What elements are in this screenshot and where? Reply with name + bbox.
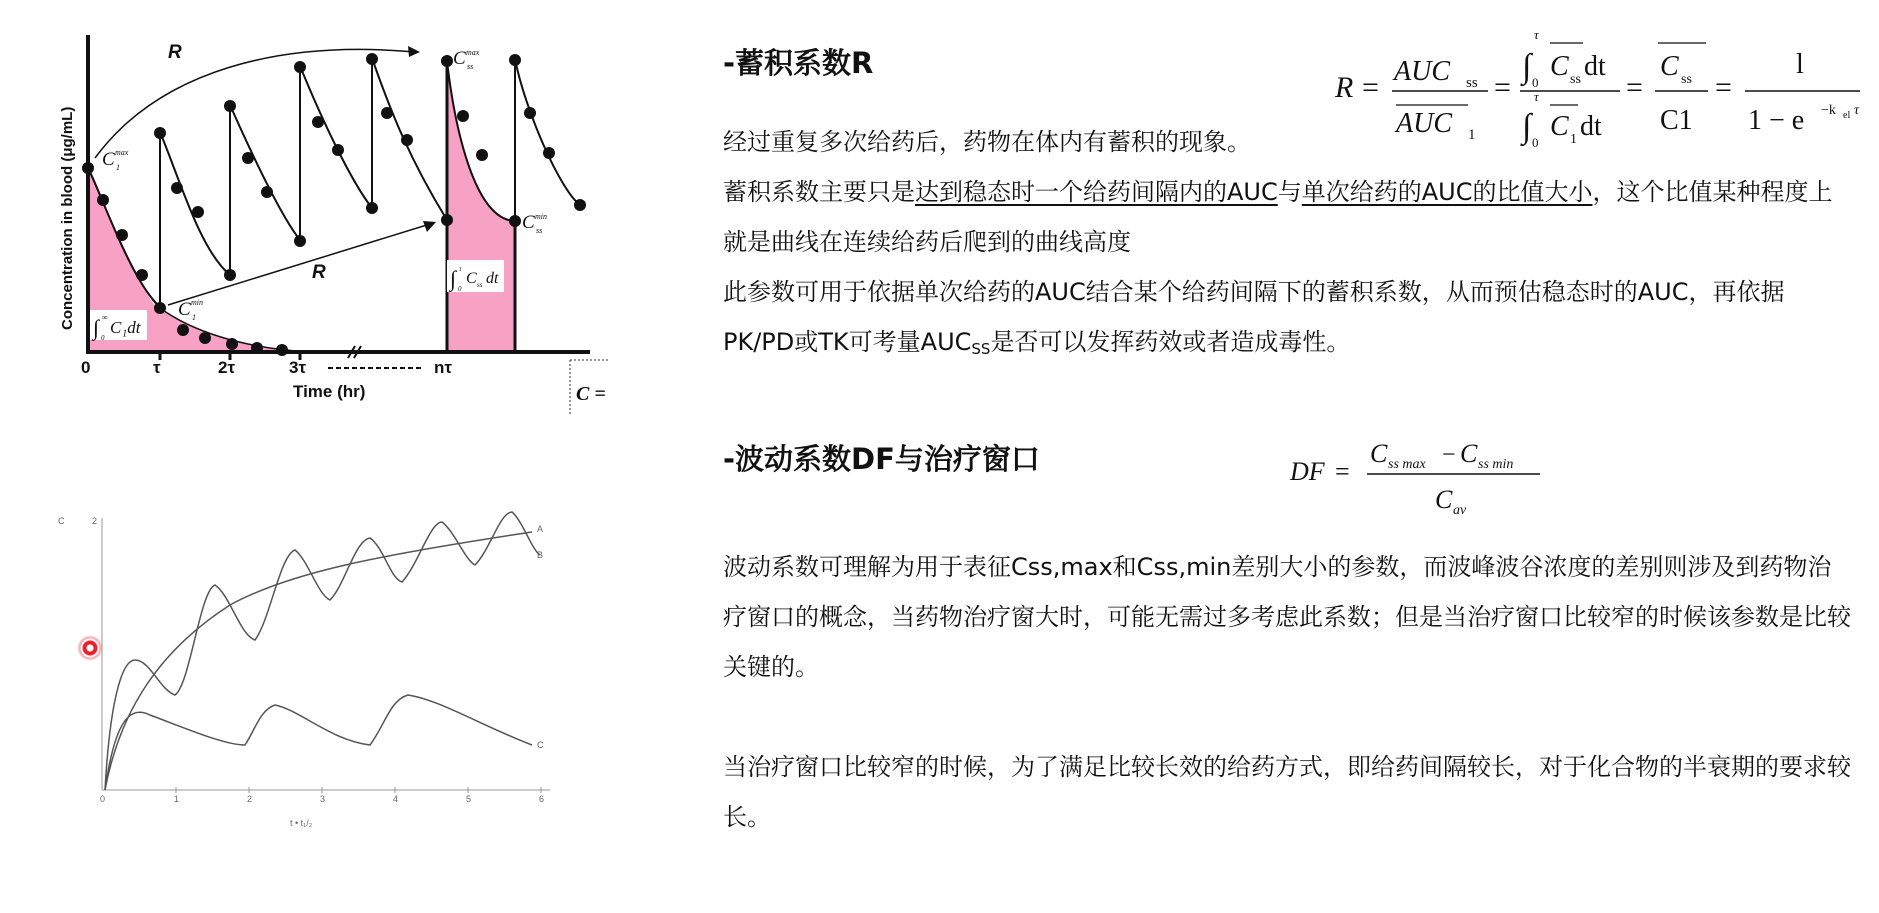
cssmin-sup: min xyxy=(535,212,547,221)
auc1-zero: 0 xyxy=(101,334,105,342)
y-axis-label: C xyxy=(58,516,65,526)
svg-text:C: C xyxy=(1660,51,1679,82)
svg-text:dt: dt xyxy=(1584,51,1606,82)
x-tick-4: 4 xyxy=(393,794,399,804)
x-tick-tau: τ xyxy=(153,358,161,377)
svg-text:=: = xyxy=(1362,71,1379,104)
x-tick-ntau: nτ xyxy=(434,358,452,377)
cssmax-label: C xyxy=(453,48,466,69)
x-tick-3tau: 3τ xyxy=(289,358,307,377)
svg-text:1: 1 xyxy=(1468,127,1476,143)
c1min-sup: min xyxy=(191,298,203,307)
svg-text:C: C xyxy=(1550,51,1569,82)
aucss-zero: 0 xyxy=(458,285,462,293)
aucss-sub: ss xyxy=(477,281,483,289)
svg-text:∫: ∫ xyxy=(1522,48,1532,85)
svg-text:av: av xyxy=(1453,503,1467,518)
x-tick-2tau: 2τ xyxy=(218,358,236,377)
aucss-int: ∫ xyxy=(450,266,457,291)
x-tick-3: 3 xyxy=(320,794,326,804)
auc1-int: ∫ xyxy=(93,315,100,340)
c1min-label: C xyxy=(178,299,191,320)
fluctuation-para1: 波动系数可理解为用于表征Css,max和Css,min差别大小的参数，而波峰波谷浓度的差别则涉及到药物治疗窗口的概念，当药物治疗窗大时，可能无需过多考虑此系数；但是当治疗窗口比较窄的时候该参数是比较关键的。 xyxy=(723,553,1851,681)
accumulation-chart xyxy=(50,30,620,420)
cssmin-label: C xyxy=(522,212,535,233)
svg-text:τ: τ xyxy=(1534,89,1539,104)
x-tick-6: 6 xyxy=(539,794,545,804)
svg-text:el: el xyxy=(1843,110,1851,121)
accumulation-line2: 蓄积系数主要只是达到稳态时一个给药间隔内的AUC与单次给药的AUC的比值大小，这个比值某种程度上就是曲线在连续给药后爬到的曲线高度 xyxy=(723,178,1833,256)
x-tick-2: 2 xyxy=(247,794,253,804)
svg-text:=: = xyxy=(1626,71,1643,104)
svg-text:ss: ss xyxy=(1681,72,1692,87)
svg-text:τ: τ xyxy=(1534,27,1539,42)
r-label-bottom: R xyxy=(312,262,326,283)
svg-text:∫: ∫ xyxy=(1522,108,1532,145)
fluctuation-heading: -波动系数DF与治疗窗口 xyxy=(723,442,1040,476)
accumulation-line1: 经过重复多次给药后，药物在体内有蓄积的现象。 xyxy=(723,128,1251,156)
cssmax-sup: max xyxy=(466,48,480,57)
c1min-sub: 1 xyxy=(192,313,196,322)
x-axis-label: Time (hr) xyxy=(293,382,366,401)
svg-text:AUC: AUC xyxy=(1396,108,1452,139)
aucss-dt: dt xyxy=(486,270,499,287)
svg-text:DF: DF xyxy=(1290,457,1325,486)
series-a-label: A xyxy=(537,524,544,534)
x-axis-label: t • t₁/₂ xyxy=(290,818,313,828)
series-b-label: B xyxy=(537,550,544,560)
svg-text:=: = xyxy=(1335,457,1350,486)
svg-text:=: = xyxy=(1715,71,1732,104)
svg-text:1: 1 xyxy=(1570,132,1577,147)
svg-text:ss min: ss min xyxy=(1478,457,1514,472)
svg-text:R: R xyxy=(1335,71,1354,104)
svg-text:AUC: AUC xyxy=(1394,56,1450,87)
x-tick-0: 0 xyxy=(100,794,106,804)
svg-text:C: C xyxy=(1550,111,1569,142)
svg-text:ss max: ss max xyxy=(1388,457,1426,472)
cssmin-sub: ss xyxy=(536,226,543,235)
series-c-curve xyxy=(105,695,532,790)
svg-text:C: C xyxy=(1435,485,1453,514)
series-a-curve xyxy=(105,532,532,790)
svg-text:τ: τ xyxy=(1854,103,1860,118)
c1max-sup: max xyxy=(115,148,129,157)
r-label-top: R xyxy=(168,42,182,63)
auc-steady-state-area xyxy=(447,61,515,352)
aucss-c: C xyxy=(466,270,477,287)
fluctuation-formula xyxy=(1285,432,1565,527)
pointer-cursor xyxy=(77,635,103,661)
c1max-label: C xyxy=(102,149,115,170)
y-tick: 2 xyxy=(92,516,98,526)
x-tick-1: 1 xyxy=(174,794,180,804)
svg-text:−k: −k xyxy=(1821,103,1836,118)
svg-text:0: 0 xyxy=(1532,135,1539,150)
svg-text:0: 0 xyxy=(1532,75,1539,90)
auc1-inf: ∞ xyxy=(102,313,108,322)
svg-text:ss: ss xyxy=(1466,75,1478,91)
fluctuation-para2: 当治疗窗口比较窄的时候，为了满足比较长效的给药方式，即给药间隔较长，对于化合物的半衰期的要求较长。 xyxy=(723,753,1851,831)
aucss-tau: τ xyxy=(459,265,462,273)
r-arrow-bottom-head xyxy=(423,221,436,232)
auc1-label: C₁dt xyxy=(110,318,141,337)
cssmax-sub: ss xyxy=(467,62,474,71)
series-b-curve xyxy=(105,512,540,790)
cutoff-formula: C = xyxy=(576,383,606,405)
y-axis-label: Concentration in blood (μg/mL) xyxy=(59,106,76,330)
accumulation-heading: -蓄积系数R xyxy=(723,46,874,80)
svg-text:C: C xyxy=(1370,439,1388,468)
fluctuation-chart xyxy=(50,500,560,840)
svg-text:ss: ss xyxy=(1570,72,1581,87)
svg-text:C: C xyxy=(1460,439,1478,468)
svg-text:=: = xyxy=(1494,71,1511,104)
svg-text:dt: dt xyxy=(1580,111,1602,142)
svg-text:−: − xyxy=(1442,442,1456,468)
c1max-sub: 1 xyxy=(116,163,120,172)
svg-text:l: l xyxy=(1796,49,1804,80)
x-tick-0: 0 xyxy=(81,358,91,377)
r-arrow-top xyxy=(95,49,415,158)
svg-text:1 − e: 1 − e xyxy=(1748,105,1805,136)
x-tick-5: 5 xyxy=(466,794,472,804)
series-c-label: C xyxy=(537,740,544,750)
accumulation-line3: 此参数可用于依据单次给药的AUC结合某个给药间隔下的蓄积系数，从而预估稳态时的AUC，再依据PK/PD或TK可考量$AUC_{SS}$是否可以发挥药效或者造成毒性。 xyxy=(723,278,1785,358)
r-arrow-top-head xyxy=(408,46,420,57)
svg-text:C1: C1 xyxy=(1660,105,1693,136)
